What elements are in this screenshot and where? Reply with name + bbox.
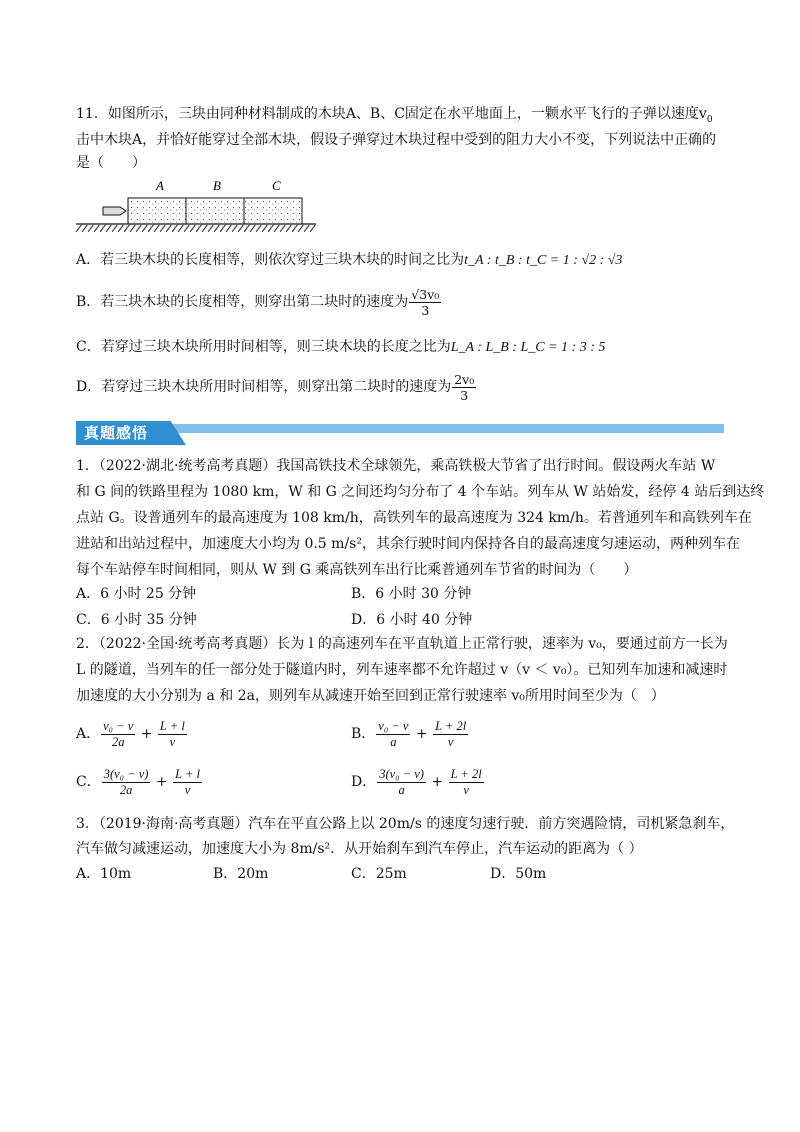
blocks-figure [76,176,436,238]
q1-option-d: D．6 小时 40 分钟 [351,612,473,628]
q2-option-d: D． $\frac{\text{3(v₀ − v)}}{a}$ + $\frac{L + 2l}{v}$ [351,766,482,797]
q2-option-b-frac-2: $\frac{L + 2l}{v}$ [435,718,467,749]
q2-option-a-frac-1: $\frac{\text{v₀ − v}}{2a}$ [103,718,134,749]
q11-option-b: B．若三块木块的长度相等，则穿出第二块时的速度为 $\frac{\text{√3v₀}}{3}$ [76,286,440,318]
q2-option-a: A． $\frac{\text{v₀ − v}}{2a}$ + $\frac{L + l}{v}$ [76,718,185,749]
q3-option-c: C．25m [351,866,407,882]
bullet-icon [103,207,126,215]
q11-line-2: 击中木块A，并恰好能穿过全部木块，假设子弹穿过木块过程中受到的阻力大小不变，下列说法中正确的 [76,132,717,148]
block-b-label: B [213,178,221,193]
q11-option-d: D．若穿过三块木块所用时间相等，则穿出第二块时的速度为 $\frac{\text{2v₀}}{3}$ [76,371,475,403]
block-b [186,198,244,224]
q1-line-4: 进站和出站过程中，加速度大小均为 0.5 m/s²，其余行驶时间内保持各自的最高速度匀速运动，两种列车在 [76,536,740,552]
q2-line-3: 加速度的大小分别为 a 和 2a，则列车从减速开始至回到正常行驶速率 v₀所用时间至少为（ ） [76,688,665,704]
q11-option-c: C．若穿过三块木块所用时间相等，则三块木块的长度之比为L_A : L_B : L_C = 1 : 3 : 5 [76,339,606,355]
q2-option-d-frac-1: $\frac{\text{3(v₀ − v)}}{a}$ [379,766,424,797]
q11-option-a: A．若三块木块的长度相等，则依次穿过三块木块的时间之比为t_A : t_B : t_C = 1 : √2 : √3 [76,252,623,268]
q1-line-3: 点站 G。设普通列车的最高速度为 108 km/h，高铁列车的最高速度为 324 km/h。若普通列车和高铁列车在 [76,510,752,526]
q1-line-1: 1．（2022·湖北·统考高考真题）我国高铁技术全球领先，乘高铁极大节省了出行时间。假设两火车站 W [76,458,716,474]
q11-v0-subscript: 0 [706,114,713,125]
ground-hatch [76,225,316,232]
block-c-label: C [272,178,281,193]
q1-line-5: 每个车站停车时间相同，则从 W 到 G 乘高铁列车出行比乘普通列车节省的时间为（ ） [76,562,638,578]
section-title: 真题感悟 [84,424,149,442]
q2-option-d-frac-2: $\frac{L + 2l}{v}$ [450,766,482,797]
q1-line-2: 和 G 间的铁路里程为 1080 km，W 和 G 之间还均匀分布了 4 个车站。列车从 W 站始发，经停 4 站后到达终 [76,484,765,500]
q3-option-a: A．10m [76,866,132,882]
section-banner [76,421,724,445]
q2-option-a-frac-2: $\frac{L + l}{v}$ [159,718,185,749]
q11-line-1: 11．如图所示，三块由同种材料制成的木块A、B、C固定在水平地面上，一颗水平飞行的子弹以速度$v_0$ [76,106,713,125]
q11-option-d-fraction: $\frac{\text{2v₀}}{3}$ [454,371,475,403]
q1-option-c: C．6 小时 35 分钟 [76,612,197,628]
block-a [128,198,186,224]
q3-option-b: B．20m [213,866,269,882]
q3-line-1: 3．（2019·海南·高考真题）汽车在平直公路上以 20m/s 的速度匀速行驶．前方突遇险情，司机紧急刹车， [76,816,735,832]
q2-option-b-frac-1: $\frac{\text{v₀ − v}}{a}$ [378,718,409,749]
q2-option-c-frac-2: $\frac{L + l}{v}$ [175,766,200,797]
q2-option-c: C． $\frac{\text{3(v₀ − v)}}{2a}$ + $\frac{L + l}{v}$ [76,766,200,797]
q2-option-b: B． $\frac{\text{v₀ − v}}{a}$ + $\frac{L + 2l}{v}$ [351,718,467,749]
q11-option-c-math: L_A : L_B : L_C = 1 : 3 : 5 [450,340,606,355]
q11-line-3: 是（ ） [76,155,146,171]
q3-option-d: D．50m [490,866,547,882]
q2-line-2: L 的隧道，当列车的任一部分处于隧道内时，列车速率都不允许超过 v（v ＜ v₀）。已知列车加速和减速时 [76,662,728,678]
q2-line-1: 2．（2022·全国·统考高考真题）长为 l 的高速列车在平直轨道上正常行驶，速率为 v₀，要通过前方一长为 [76,636,728,652]
q2-option-c-frac-1: $\frac{\text{3(v₀ − v)}}{2a}$ [103,766,149,797]
q11-option-a-math: t_A : t_B : t_C = 1 : √2 : √3 [464,253,623,268]
q1-option-b: B．6 小时 30 分钟 [351,586,472,602]
q1-option-a: A．6 小时 25 分钟 [76,586,197,602]
block-a-label: A [156,178,164,193]
q3-line-2: 汽车做匀减速运动，加速度大小为 8m/s²．从开始刹车到汽车停止，汽车运动的距离为（ ） [76,841,643,857]
block-c [244,198,302,224]
q11-option-b-fraction: $\frac{\text{√3v₀}}{3}$ [411,286,440,318]
